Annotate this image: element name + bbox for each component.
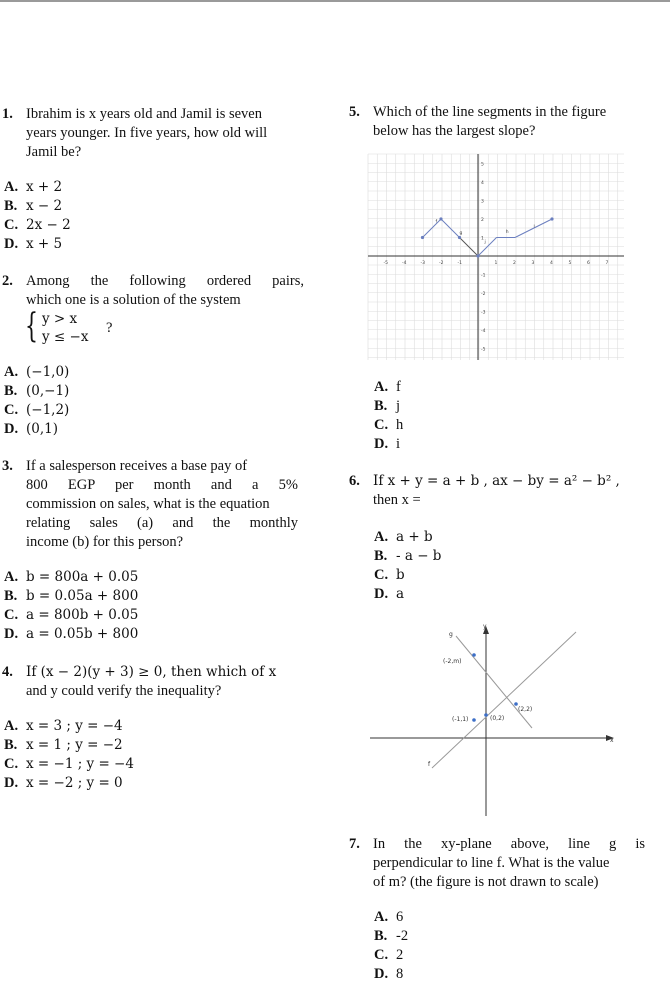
x-tick-label: 2 [513, 261, 516, 266]
choice-1c[interactable] [4, 216, 71, 235]
x-tick-label: 3 [531, 261, 535, 266]
choice-label: C. [374, 947, 389, 963]
system-line-2: y ≤ −x [42, 329, 89, 345]
x-tick-label: -1 [457, 261, 462, 266]
segment-label: g [459, 230, 463, 236]
choice-3a[interactable] [4, 568, 138, 587]
choice-2d[interactable] [4, 420, 58, 439]
point-label: (0,2) [490, 715, 505, 722]
choice-label: C. [374, 567, 389, 583]
choice-5b[interactable] [374, 397, 400, 416]
grid [368, 154, 624, 360]
x-tick-label: 6 [587, 261, 590, 266]
choice-label: A. [374, 529, 389, 545]
y-tick-label: -2 [481, 292, 486, 297]
choice-label: B. [374, 928, 388, 944]
choice-label: D. [374, 436, 389, 452]
choice-text: 2x − 2 [26, 217, 71, 233]
y-tick-label: 2 [481, 218, 484, 223]
question-text-line: income (b) for this person? [26, 534, 184, 550]
segment-label: j [484, 240, 486, 246]
choice-2b[interactable] [4, 382, 69, 401]
choice-2a[interactable] [4, 363, 69, 382]
question-6 [349, 472, 663, 510]
question-number: 7. [349, 836, 360, 852]
question-text-line: Among the following ordered pairs, [26, 273, 304, 289]
choice-text: x = 1 ; y = −2 [26, 737, 123, 753]
x-tick-label: -3 [420, 261, 425, 266]
point-marker [484, 713, 488, 717]
choice-4b[interactable] [4, 736, 123, 755]
choice-label: A. [374, 909, 389, 925]
choice-label: A. [4, 364, 19, 380]
segment-endpoint [458, 236, 461, 239]
choice-label: D. [4, 236, 19, 252]
question-text-line: If (x − 2)(y + 3) ≥ 0, then which of x [26, 664, 277, 680]
choice-label: D. [374, 586, 389, 602]
segment-label: f [435, 219, 438, 225]
choice-text: b [396, 567, 405, 583]
choice-5a[interactable] [374, 378, 401, 397]
tick-labels [384, 162, 609, 353]
choice-text: x + 5 [26, 236, 63, 252]
question-text-line: and y could verify the inequality? [26, 683, 222, 699]
choice-label: C. [374, 417, 389, 433]
choice-text: a + b [396, 529, 433, 545]
x-tick-label: 5 [568, 261, 572, 266]
choice-label: D. [4, 775, 19, 791]
question-number: 1. [2, 106, 13, 122]
question-text-line: Which of the line segments in the figure [373, 104, 607, 120]
question-text-line: In the xy-plane above, line g is [373, 836, 645, 852]
x-axis-label: x [610, 737, 614, 744]
choice-label: C. [4, 217, 19, 233]
question-number: 3. [2, 458, 13, 474]
x-tick-label: -2 [439, 261, 444, 266]
point-marker [472, 653, 476, 657]
choice-label: B. [4, 198, 18, 214]
choice-label: D. [4, 626, 19, 642]
y-tick-label: 5 [481, 162, 484, 168]
question-text-line: perpendicular to line f. What is the value [373, 855, 610, 871]
segment-label: i [533, 224, 535, 230]
choice-6c[interactable] [374, 566, 405, 585]
choice-7c[interactable] [374, 946, 403, 965]
segment-endpoint [550, 217, 553, 220]
choice-3d[interactable] [4, 625, 138, 644]
question-number: 6. [349, 473, 360, 489]
question-text-line: years younger. In five years, how old will [26, 125, 268, 141]
point-marker [472, 718, 476, 722]
choice-6b[interactable] [374, 547, 441, 566]
question-text-line: 800 EGP per month and a 5% [26, 477, 298, 493]
choice-text: x + 2 [26, 179, 63, 195]
choice-5d[interactable] [374, 435, 400, 454]
question-text-line: If x + y = a + b , ax − by = a² − b² , [373, 473, 620, 489]
choice-text: -2 [396, 928, 409, 944]
question-4 [2, 663, 304, 701]
segment-label: h [505, 229, 509, 235]
line-f-label: f [428, 761, 431, 768]
choice-1b[interactable] [4, 197, 62, 216]
x-tick-label: 4 [550, 261, 553, 266]
choice-7d[interactable] [374, 965, 403, 984]
question-text-line: of m? (the figure is not drawn to scale) [373, 874, 599, 890]
question-text-line: commission on sales, what is the equation [26, 496, 270, 512]
choice-label: D. [374, 966, 389, 982]
figure-7-graph [370, 620, 620, 820]
y-tick-label: -3 [481, 310, 486, 316]
segment-endpoint [476, 254, 479, 257]
question-7 [349, 835, 645, 892]
point-label: (2,2) [518, 706, 533, 713]
choice-3c[interactable] [4, 606, 138, 625]
system-question-mark: ? [106, 320, 113, 336]
segment-endpoint [421, 236, 424, 239]
choice-7a[interactable] [374, 908, 403, 927]
choice-label: B. [374, 548, 388, 564]
choice-text: a [396, 586, 405, 602]
choice-text: (0,−1) [26, 383, 70, 399]
choice-4d[interactable] [4, 774, 123, 793]
choice-1d[interactable] [4, 235, 62, 254]
choice-text: b = 0.05a + 800 [26, 588, 139, 604]
choice-4c[interactable] [4, 755, 134, 774]
question-text-line: If a salesperson receives a base pay of [26, 458, 248, 474]
y-tick-label: -4 [481, 329, 486, 334]
choice-label: A. [374, 379, 389, 395]
y-tick-label: 4 [481, 181, 484, 186]
choice-5c[interactable] [374, 416, 403, 435]
x-tick-label: -4 [402, 261, 407, 266]
choice-label: A. [4, 718, 19, 734]
top-rule [0, 0, 670, 2]
question-number: 5. [349, 104, 360, 120]
question-text-line: below has the largest slope? [373, 123, 536, 139]
choice-text: h [396, 417, 404, 433]
choice-label: B. [4, 588, 18, 604]
choice-text: f [396, 379, 401, 395]
x-tick-label: -5 [383, 261, 388, 266]
question-number: 2. [2, 273, 13, 289]
x-tick-label: 1 [494, 261, 498, 266]
y-tick-label: -1 [481, 273, 486, 279]
segment-endpoint [439, 217, 442, 220]
choice-text: j [396, 398, 401, 414]
choice-3b[interactable] [4, 587, 138, 606]
point-label: (-1,1) [452, 716, 469, 723]
question-number: 4. [2, 664, 13, 680]
choice-label: B. [4, 737, 18, 753]
choice-text: i [396, 436, 401, 452]
choice-6a[interactable] [374, 528, 433, 547]
system-line-1: y > x [42, 311, 78, 327]
choice-text: 2 [396, 947, 404, 963]
choice-label: B. [4, 383, 18, 399]
question-text-line: then x = [373, 492, 421, 508]
choice-label: A. [4, 569, 19, 585]
question-5 [349, 103, 663, 141]
choice-4a[interactable] [4, 717, 123, 736]
question-text-line: Ibrahim is x years old and Jamil is seven [26, 106, 262, 122]
question-text-line: which one is a solution of the system [26, 292, 241, 308]
system-brace: { [25, 306, 38, 346]
choice-text: a = 800b + 0.05 [26, 607, 139, 623]
choice-text: 6 [396, 909, 404, 925]
y-tick-label: 1 [481, 236, 484, 242]
choice-label: C. [4, 756, 19, 772]
y-tick-label: 3 [481, 199, 484, 205]
choice-label: C. [4, 402, 19, 418]
choice-text: 8 [396, 966, 404, 982]
question-2 [2, 272, 304, 310]
figure-5-graph [366, 150, 626, 365]
choice-label: C. [4, 607, 19, 623]
line-g-label: g [449, 631, 453, 638]
choice-label: B. [374, 398, 388, 414]
choice-text: x = −2 ; y = 0 [26, 775, 123, 791]
choice-2c[interactable] [4, 401, 69, 420]
choice-1a[interactable] [4, 178, 62, 197]
x-tick-label: 7 [605, 261, 609, 266]
choice-7b[interactable] [374, 927, 408, 946]
choice-text: a = 0.05b + 800 [26, 626, 139, 642]
choice-text: x = −1 ; y = −4 [26, 756, 134, 772]
choice-text: (−1,2) [26, 402, 70, 418]
choice-text: (−1,0) [26, 364, 70, 380]
point-label: (-2,m) [443, 658, 462, 665]
question-text-line: relating sales (a) and the monthly [26, 515, 298, 531]
choice-text: b = 800a + 0.05 [26, 569, 139, 585]
question-1 [2, 105, 304, 162]
choice-text: (0,1) [26, 421, 59, 437]
y-tick-label: -5 [481, 347, 486, 353]
choice-label: D. [4, 421, 19, 437]
choice-text: x − 2 [26, 198, 63, 214]
choice-text: x = 3 ; y = −4 [26, 718, 123, 734]
question-3 [2, 457, 298, 552]
choice-text: - a − b [396, 548, 442, 564]
line-f [432, 632, 576, 768]
y-axis-label: y [483, 623, 487, 630]
choice-6d[interactable] [374, 585, 404, 604]
question-text-line: Jamil be? [26, 144, 82, 160]
choice-label: A. [4, 179, 19, 195]
